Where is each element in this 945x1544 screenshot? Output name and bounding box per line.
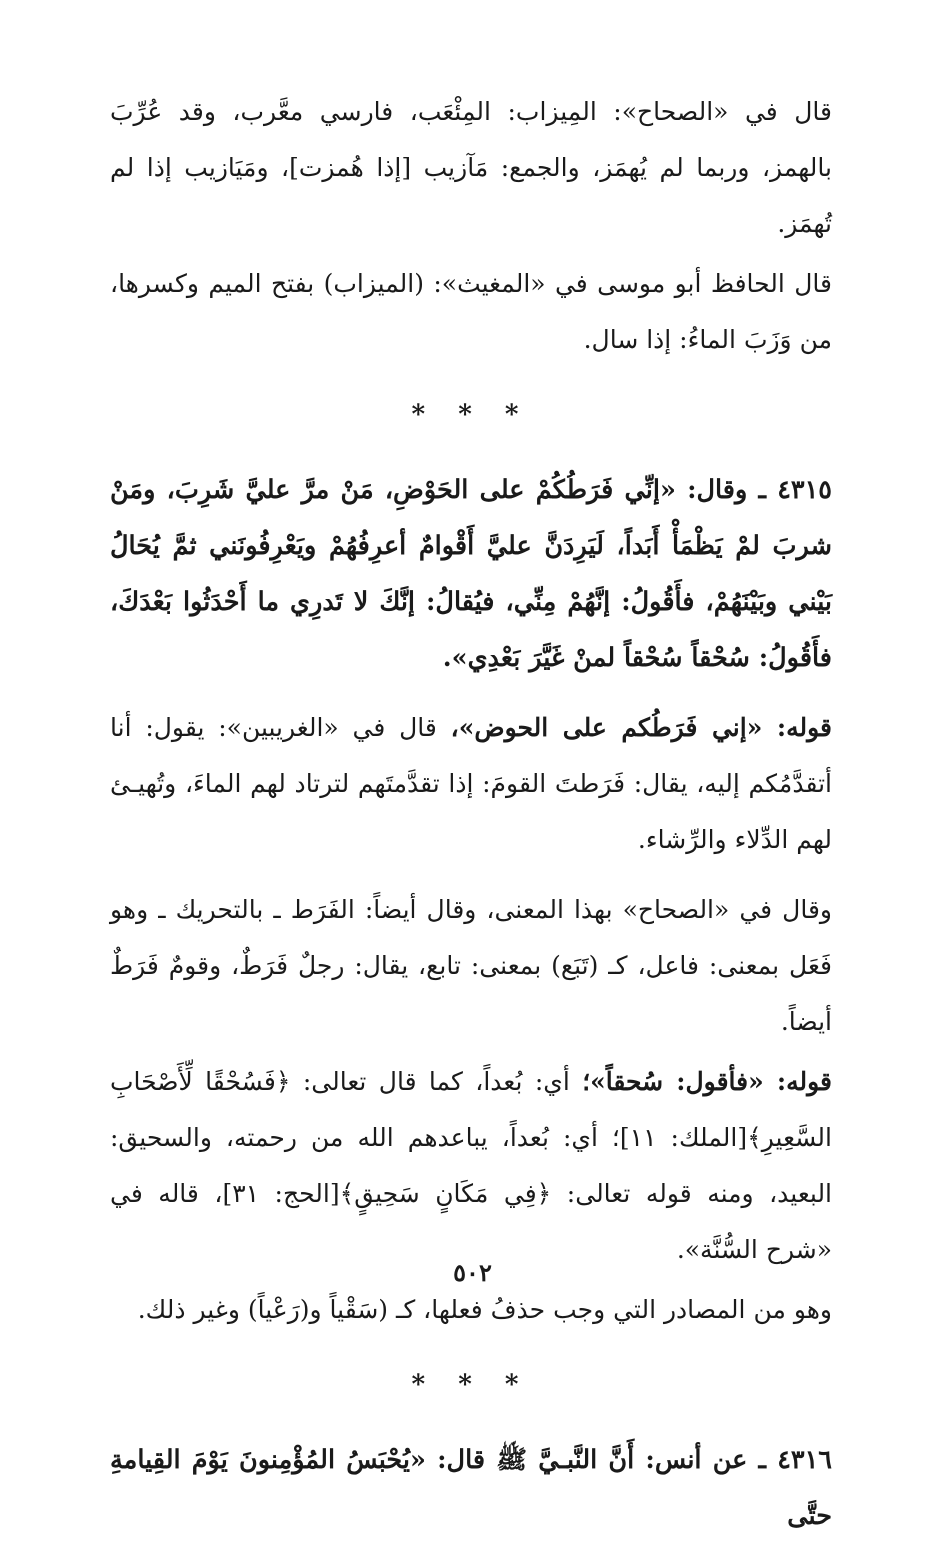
commentary-lead: قوله: «فأقول: سُحقاً»؛ <box>582 1067 832 1096</box>
hadith-4315: ٤٣١٥ ـ وقال: «إنِّي فَرَطُكُمْ على الحَوْضِ، مَنْ مرَّ عليَّ شَرِبَ، ومَنْ شربَ لمْ يَظْمَأْ أَبَداً، لَيَرِدَنَّ عليَّ أَقْوامٌ أعرِفُهُمْ ويَعْرِفُونَني ثمَّ يُحَالُ بَيْني وبَيْنَهُمْ، فأَقُولُ: إنَّهُمْ مِنِّي، فيُقالُ: إنَّكَ لا تَدرِي ما أَحْدَثُوا بَعْدَكَ، فأَقُولُ: سُحْقاً سُحْقاً لمنْ غَيَّرَ بَعْدِي». <box>110 475 832 673</box>
section-separator: * * * <box>411 1370 531 1400</box>
page-number: ٥٠٢ <box>453 1258 492 1287</box>
page-body <box>110 84 832 1544</box>
hadith-4316: ٤٣١٦ ـ عن أنس: أَنَّ النَّبـيَّ ﷺ قال: «يُحْبَسُ المُؤْمِنونَ يَوْمَ القِيامةِ حتَّى <box>110 1445 832 1531</box>
commentary-text: أي: بُعداً، كما قال تعالى: ﴿فَسُحْقًا لِّأَصْحَابِ السَّعِيرِ﴾[الملك: ١١]؛ أي: بُعداً، يباعدهم الله من رحمته، والسحيق: البعيد، ومنه قوله تعالى: ﴿فِي مَكَانٍ سَحِيقٍ﴾[الحج: ٣١]، قاله في «شرح السُّنَّة». <box>110 1067 833 1264</box>
commentary-text: قال في «الغريبين»: يقول: أنا أتقدَّمُكم إليه، يقال: فَرَطتَ القومَ: إذا تقدَّمتَهم لترتاد لهم الماءَ، وتُهيـئ لهم الدِّلاء والرِّشاء. <box>110 713 832 854</box>
paragraph-sihah-mizab: قال في «الصحاح»: المِيزاب: المِئْعَب، فارسي معَّرب، وقد عُرِّبَ بالهمز، وربما لم يُهمَز، والجمع: مَآزيب [إذا هُمزت]، ومَيَازيب إذا لم تُهمَز. <box>110 97 832 238</box>
paragraph-masadir: وهو من المصادر التي وجب حذفُ فعلها، كـ (سَقْياً و(رَعْياً) وغير ذلك. <box>137 1295 832 1324</box>
commentary-lead: قوله: «إني فَرَطُكم على الحوض»، <box>450 713 833 742</box>
commentary-faratukum <box>110 700 832 868</box>
paragraph-mughith: قال الحافظ أبو موسى في «المغيث»: (الميزاب) بفتح الميم وكسرها، من وَزَبَ الماءُ: إذا سال. <box>110 269 832 354</box>
commentary-suhqan <box>110 1054 832 1278</box>
paragraph-farat-definition: وقال في «الصحاح» بهذا المعنى، وقال أيضاً: الفَرَط ـ بالتحريك ـ وهو فَعَل بمعنى: فاعل، كـ (تَبَع) بمعنى: تابع، يقال: رجلٌ فَرَطٌ، وقومٌ فَرَطٌ أيضاً. <box>110 895 832 1036</box>
section-separator: * * * <box>411 400 531 430</box>
